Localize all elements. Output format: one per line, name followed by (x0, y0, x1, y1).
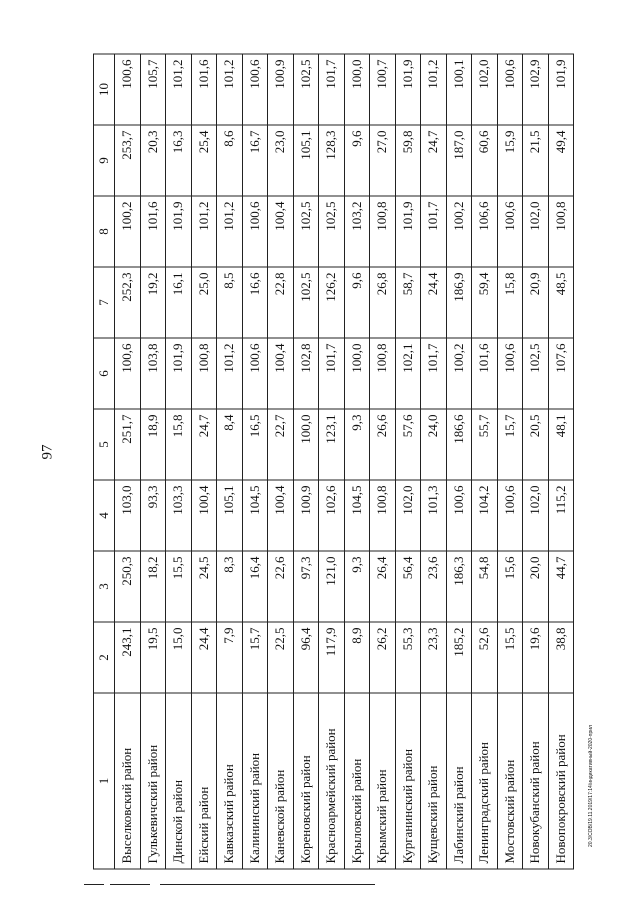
value-cell: 16,3 (166, 125, 192, 196)
value-cell: 15,8 (497, 267, 523, 338)
value-cell: 101,7 (319, 54, 345, 125)
value-cell: 48,1 (548, 409, 574, 480)
value-cell: 15,5 (497, 622, 523, 693)
value-cell: 105,7 (140, 54, 166, 125)
value-cell: 100,6 (497, 196, 523, 267)
value-cell: 100,6 (115, 338, 141, 409)
value-cell: 103,2 (344, 196, 370, 267)
value-cell: 25,0 (191, 267, 217, 338)
table-header-row (94, 54, 115, 869)
value-cell: 100,4 (268, 480, 294, 551)
value-cell: 123,1 (319, 409, 345, 480)
value-cell: 19,5 (140, 622, 166, 693)
value-cell: 19,6 (523, 622, 549, 693)
footer-id: 20.3/СОВ/19.11.2019/17:14/индикативный-2020-прил (588, 725, 594, 847)
value-cell: 103,8 (140, 338, 166, 409)
value-cell: 101,2 (166, 54, 192, 125)
value-cell: 101,7 (319, 338, 345, 409)
value-cell: 96,4 (293, 622, 319, 693)
value-cell: 101,9 (395, 196, 421, 267)
value-cell: 100,6 (242, 196, 268, 267)
value-cell: 121,0 (319, 551, 345, 622)
value-cell: 100,8 (548, 196, 574, 267)
value-cell: 7,9 (217, 622, 243, 693)
table-row (115, 54, 141, 869)
value-cell: 100,6 (497, 54, 523, 125)
value-cell: 44,7 (548, 551, 574, 622)
value-cell: 100,9 (268, 54, 294, 125)
value-cell: 100,8 (370, 196, 396, 267)
value-cell: 106,6 (472, 196, 498, 267)
district-name-cell: Каневской район (268, 693, 294, 869)
value-cell: 101,2 (217, 54, 243, 125)
value-cell: 23,3 (421, 622, 447, 693)
value-cell: 101,6 (472, 338, 498, 409)
value-cell: 102,5 (319, 196, 345, 267)
rotated-table-container (93, 55, 593, 870)
value-cell: 24,4 (421, 267, 447, 338)
value-cell: 49,4 (548, 125, 574, 196)
value-cell: 9,3 (344, 409, 370, 480)
value-cell: 55,7 (472, 409, 498, 480)
value-cell: 15,7 (242, 622, 268, 693)
district-name-cell: Кавказский район (217, 693, 243, 869)
value-cell: 102,0 (523, 196, 549, 267)
value-cell: 100,8 (370, 338, 396, 409)
value-cell: 9,6 (344, 267, 370, 338)
value-cell: 100,2 (446, 338, 472, 409)
district-name-cell: Новопокровский район (548, 693, 574, 869)
value-cell: 102,5 (293, 196, 319, 267)
district-name-cell: Красноармейский район (319, 693, 345, 869)
header-cell: 1 (94, 693, 115, 869)
value-cell: 100,2 (115, 196, 141, 267)
value-cell: 15,9 (497, 125, 523, 196)
value-cell: 52,6 (472, 622, 498, 693)
table-row (319, 54, 345, 869)
value-cell: 20,0 (523, 551, 549, 622)
header-cell: 4 (94, 480, 115, 551)
value-cell: 59,4 (472, 267, 498, 338)
table-row (446, 54, 472, 869)
value-cell: 16,6 (242, 267, 268, 338)
value-cell: 59,8 (395, 125, 421, 196)
header-cell: 8 (94, 196, 115, 267)
value-cell: 100,9 (293, 480, 319, 551)
district-name-cell: Кущевский район (421, 693, 447, 869)
value-cell: 101,9 (166, 196, 192, 267)
table-row (548, 54, 574, 869)
value-cell: 25,4 (191, 125, 217, 196)
value-cell: 15,0 (166, 622, 192, 693)
district-name-cell: Крымский район (370, 693, 396, 869)
value-cell: 100,7 (370, 54, 396, 125)
value-cell: 102,1 (395, 338, 421, 409)
value-cell: 9,3 (344, 551, 370, 622)
value-cell: 8,4 (217, 409, 243, 480)
value-cell: 24,5 (191, 551, 217, 622)
value-cell: 21,5 (523, 125, 549, 196)
value-cell: 8,6 (217, 125, 243, 196)
value-cell: 107,6 (548, 338, 574, 409)
value-cell: 102,8 (293, 338, 319, 409)
table-row (191, 54, 217, 869)
header-cell: 9 (94, 125, 115, 196)
value-cell: 15,6 (497, 551, 523, 622)
value-cell: 16,7 (242, 125, 268, 196)
table-row (344, 54, 370, 869)
district-name-cell: Динской район (166, 693, 192, 869)
value-cell: 24,0 (421, 409, 447, 480)
value-cell: 100,4 (268, 338, 294, 409)
value-cell: 24,4 (191, 622, 217, 693)
value-cell: 100,1 (446, 54, 472, 125)
value-cell: 115,2 (548, 480, 574, 551)
table-row (268, 54, 294, 869)
table-row (421, 54, 447, 869)
district-name-cell: Выселковский район (115, 693, 141, 869)
value-cell: 101,2 (421, 54, 447, 125)
value-cell: 55,3 (395, 622, 421, 693)
value-cell: 15,5 (166, 551, 192, 622)
value-cell: 186,6 (446, 409, 472, 480)
value-cell: 22,5 (268, 622, 294, 693)
district-name-cell: Ленинградский район (472, 693, 498, 869)
value-cell: 38,8 (548, 622, 574, 693)
table-row (523, 54, 549, 869)
district-name-cell: Курганинский район (395, 693, 421, 869)
value-cell: 102,0 (472, 54, 498, 125)
header-cell: 10 (94, 54, 115, 125)
value-cell: 97,3 (293, 551, 319, 622)
header-cell: 2 (94, 622, 115, 693)
value-cell: 9,6 (344, 125, 370, 196)
value-cell: 243,1 (115, 622, 141, 693)
value-cell: 100,6 (497, 338, 523, 409)
header-cell: 7 (94, 267, 115, 338)
value-cell: 101,7 (421, 196, 447, 267)
value-cell: 100,4 (191, 480, 217, 551)
value-cell: 103,0 (115, 480, 141, 551)
value-cell: 102,5 (293, 267, 319, 338)
value-cell: 101,9 (395, 54, 421, 125)
district-name-cell: Гулькевичский район (140, 693, 166, 869)
value-cell: 100,8 (370, 480, 396, 551)
header-cell: 5 (94, 409, 115, 480)
page-number: 97 (39, 444, 56, 460)
table-row (217, 54, 243, 869)
table-row (370, 54, 396, 869)
value-cell: 23,0 (268, 125, 294, 196)
value-cell: 105,1 (217, 480, 243, 551)
value-cell: 26,2 (370, 622, 396, 693)
value-cell: 102,0 (395, 480, 421, 551)
value-cell: 18,2 (140, 551, 166, 622)
value-cell: 104,5 (344, 480, 370, 551)
value-cell: 24,7 (191, 409, 217, 480)
value-cell: 23,6 (421, 551, 447, 622)
value-cell: 22,7 (268, 409, 294, 480)
value-cell: 102,5 (523, 338, 549, 409)
value-cell: 24,7 (421, 125, 447, 196)
signature-line (84, 884, 104, 885)
table-row (293, 54, 319, 869)
value-cell: 8,9 (344, 622, 370, 693)
value-cell: 100,6 (497, 480, 523, 551)
value-cell: 100,4 (268, 196, 294, 267)
value-cell: 102,5 (293, 54, 319, 125)
value-cell: 15,8 (166, 409, 192, 480)
value-cell: 48,5 (548, 267, 574, 338)
value-cell: 100,6 (115, 54, 141, 125)
value-cell: 117,9 (319, 622, 345, 693)
value-cell: 104,2 (472, 480, 498, 551)
value-cell: 101,9 (166, 338, 192, 409)
value-cell: 101,6 (140, 196, 166, 267)
value-cell: 185,2 (446, 622, 472, 693)
value-cell: 126,2 (319, 267, 345, 338)
value-cell: 252,3 (115, 267, 141, 338)
value-cell: 105,1 (293, 125, 319, 196)
value-cell: 100,8 (191, 338, 217, 409)
value-cell: 253,7 (115, 125, 141, 196)
value-cell: 251,7 (115, 409, 141, 480)
value-cell: 27,0 (370, 125, 396, 196)
value-cell: 100,6 (446, 480, 472, 551)
value-cell: 100,0 (344, 54, 370, 125)
district-name-cell: Крыловский район (344, 693, 370, 869)
signature-line (160, 884, 375, 885)
value-cell: 22,6 (268, 551, 294, 622)
value-cell: 15,7 (497, 409, 523, 480)
value-cell: 100,6 (242, 54, 268, 125)
district-name-cell: Мостовский район (497, 693, 523, 869)
district-name-cell: Лабинский район (446, 693, 472, 869)
value-cell: 16,1 (166, 267, 192, 338)
value-cell: 187,0 (446, 125, 472, 196)
value-cell: 104,5 (242, 480, 268, 551)
table-row (140, 54, 166, 869)
value-cell: 101,2 (191, 196, 217, 267)
signature-line (110, 884, 150, 885)
value-cell: 128,3 (319, 125, 345, 196)
value-cell: 102,9 (523, 54, 549, 125)
value-cell: 186,9 (446, 267, 472, 338)
district-name-cell: Калининский район (242, 693, 268, 869)
table-row (472, 54, 498, 869)
value-cell: 101,2 (217, 196, 243, 267)
value-cell: 100,2 (446, 196, 472, 267)
value-cell: 93,3 (140, 480, 166, 551)
data-table (93, 54, 574, 870)
value-cell: 101,7 (421, 338, 447, 409)
table-row (497, 54, 523, 869)
value-cell: 100,0 (293, 409, 319, 480)
value-cell: 60,6 (472, 125, 498, 196)
value-cell: 101,2 (217, 338, 243, 409)
value-cell: 103,3 (166, 480, 192, 551)
value-cell: 20,9 (523, 267, 549, 338)
value-cell: 22,8 (268, 267, 294, 338)
value-cell: 101,9 (548, 54, 574, 125)
value-cell: 54,8 (472, 551, 498, 622)
district-name-cell: Ейский район (191, 693, 217, 869)
table-row (166, 54, 192, 869)
table-row (395, 54, 421, 869)
value-cell: 8,3 (217, 551, 243, 622)
table-body (94, 54, 574, 869)
district-name-cell: Новокубанский район (523, 693, 549, 869)
value-cell: 26,8 (370, 267, 396, 338)
value-cell: 19,2 (140, 267, 166, 338)
value-cell: 20,5 (523, 409, 549, 480)
value-cell: 20,3 (140, 125, 166, 196)
header-cell: 6 (94, 338, 115, 409)
value-cell: 101,3 (421, 480, 447, 551)
table-row (242, 54, 268, 869)
value-cell: 16,5 (242, 409, 268, 480)
district-name-cell: Кореновский район (293, 693, 319, 869)
value-cell: 8,5 (217, 267, 243, 338)
header-cell: 3 (94, 551, 115, 622)
value-cell: 57,6 (395, 409, 421, 480)
value-cell: 100,0 (344, 338, 370, 409)
value-cell: 102,0 (523, 480, 549, 551)
value-cell: 100,6 (242, 338, 268, 409)
value-cell: 26,6 (370, 409, 396, 480)
value-cell: 16,4 (242, 551, 268, 622)
value-cell: 56,4 (395, 551, 421, 622)
value-cell: 250,3 (115, 551, 141, 622)
value-cell: 186,3 (446, 551, 472, 622)
value-cell: 26,4 (370, 551, 396, 622)
value-cell: 102,6 (319, 480, 345, 551)
value-cell: 101,6 (191, 54, 217, 125)
value-cell: 18,9 (140, 409, 166, 480)
value-cell: 58,7 (395, 267, 421, 338)
